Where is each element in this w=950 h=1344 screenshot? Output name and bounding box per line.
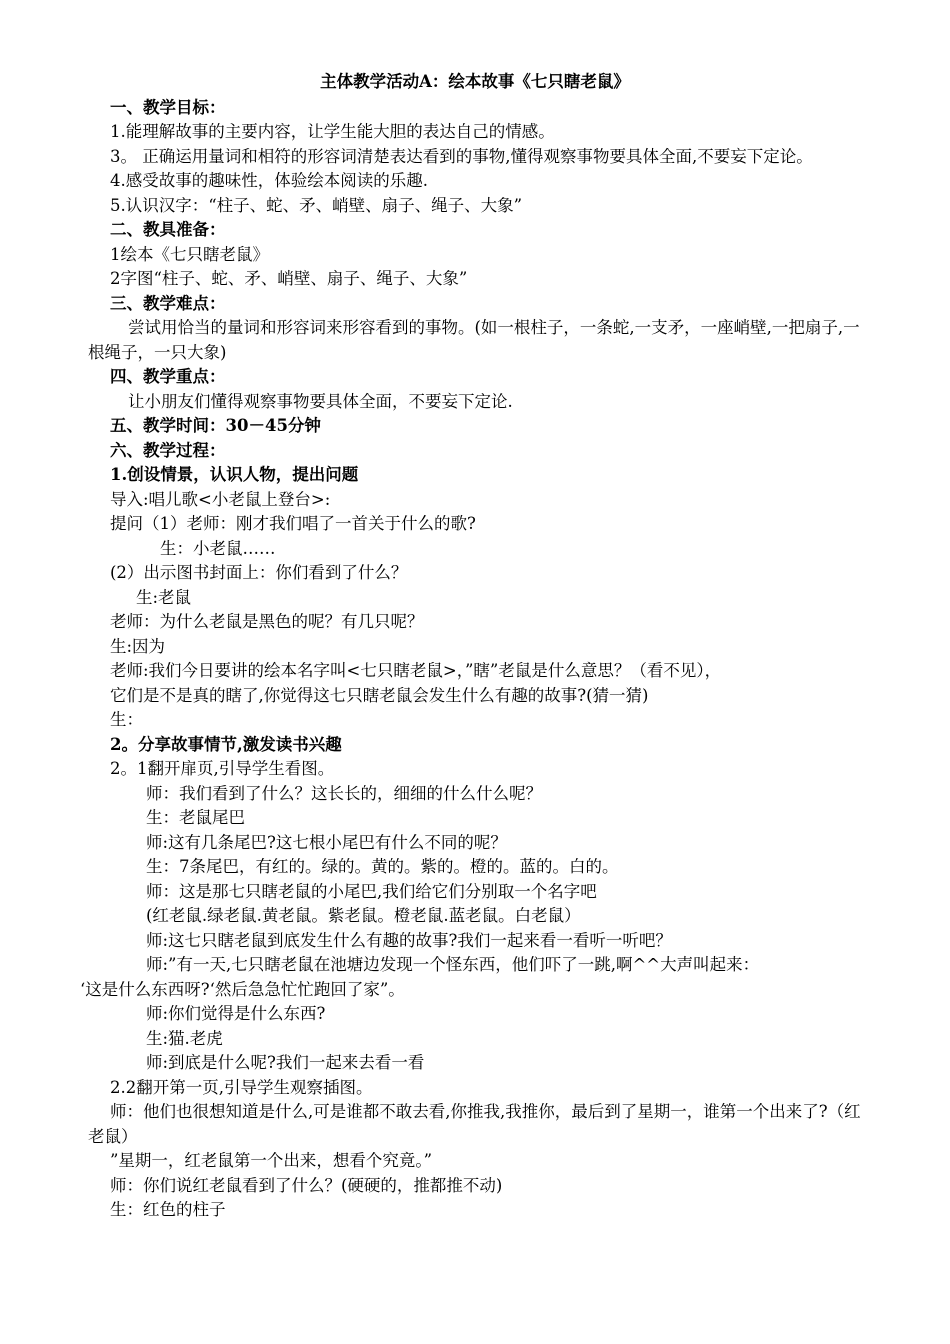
text-line: 1.能理解故事的主要内容，让学生能大胆的表达自己的情感。 [110,122,555,141]
text-line: 师:到底是什么呢?我们一起来去看一看 [146,1053,425,1072]
section-heading: 一、教学目标： [110,97,226,117]
text-line: ‘这是什么东西呀?‘然后急急忙忙跑回了家”。 [80,979,405,999]
text-line: 老师:我们今日要讲的绘本名字叫<七只瞎老鼠>，”瞎”老鼠是什么意思？（看不见）， [110,661,722,680]
text-line: 3。 正确运用量词和相符的形容词清楚表达看到的事物,懂得观察事物要具体全面,不要妄下定论。 [110,146,813,166]
section-heading: 六、教学过程： [110,440,226,460]
text-line: 生:老鼠 [136,587,192,607]
section-heading: 四、教学重点： [110,367,226,386]
text-line: 导入:唱儿歌<小老鼠上登台>: [110,489,331,509]
text-line: 生:因为 [110,636,166,656]
section-heading: 三、教学难点： [110,293,226,313]
section-heading: 1.创设情景，认识人物，提出问题 [110,465,359,484]
text-line: (红老鼠.绿老鼠.黄老鼠。紫老鼠。橙老鼠.蓝老鼠。白老鼠） [146,906,581,925]
text-line: 老师：为什么老鼠是黑色的呢？有几只呢？ [110,612,424,631]
text-line: 师：这是那七只瞎老鼠的小尾巴,我们给它们分别取一个名字吧 [146,881,597,901]
text-line: ”星期一，红老鼠第一个出来，想看个究竟。” [110,1151,433,1170]
text-line: 提问（1）老师：刚才我们唱了一首关于什么的歌? [110,514,476,533]
text-line: 4.感受故事的趣味性，体验绘本阅读的乐趣. [110,171,428,190]
text-line: 2字图“柱子、蛇、矛、峭壁、扇子、绳子、大象” [110,269,468,288]
text-line: 尝试用恰当的量词和形容词来形容看到的事物。(如一根柱子，一条蛇,一支矛，一座峭壁,一把扇子,一根绳子，一只大象) [88,318,860,362]
text-line: 生:猫.老虎 [146,1028,223,1048]
text-line: 师：他们也很想知道是什么,可是谁都不敢去看,你推我,我推你，最后到了星期一，谁第一个出来了?（红老鼠） [88,1102,861,1146]
text-line: 师:这有几条尾巴?这七根小尾巴有什么不同的呢？ [146,832,507,852]
text-line: 生：小老鼠…… [160,538,276,558]
text-line: 师:”有一天,七只瞎老鼠在池塘边发现一个怪东西，他们吓了一跳,啊^^大声叫起来： [146,955,760,974]
text-line: 让小朋友们懂得观察事物要具体全面，不要妄下定论. [128,391,513,411]
text-line: 生： [110,710,143,729]
text-line: 师:你们觉得是什么东西? [146,1004,326,1023]
text-line: 1绘本《七只瞎老鼠》 [110,244,269,264]
text-line: 生：老鼠尾巴 [146,808,245,827]
document-body [80,96,862,1223]
section-heading: 五、教学时间：30－45分钟 [110,416,321,435]
text-line: (2）出示图书封面上：你们看到了什么？ [110,563,408,582]
section-heading: 二、教具准备： [110,220,226,239]
text-line: 师：你们说红老鼠看到了什么？(硬硬的，推都推不动) [110,1175,503,1195]
text-line: 师:这七只瞎老鼠到底发生什么有趣的故事?我们一起来看一看听一听吧？ [146,930,672,950]
text-line: 5.认识汉字：“柱子、蛇、矛、峭壁、扇子、绳子、大象” [110,195,523,215]
text-line: 2.2翻开第一页,引导学生观察插图。 [110,1077,373,1097]
text-line: 生：7条尾巴，有红的。绿的。黄的。紫的。橙的。蓝的。白的。 [146,857,619,876]
text-line: 生：红色的柱子 [110,1200,226,1219]
text-line: 它们是不是真的瞎了,你觉得这七只瞎老鼠会发生什么有趣的故事?(猜一猜) [110,685,649,705]
text-line: 师：我们看到了什么？这长长的，细细的什么什么呢？ [146,783,542,803]
document-title: 主体教学活动A：绘本故事《七只瞎老鼠》 [320,72,630,91]
section-heading: 2。分享故事情节,激发读书兴趣 [110,734,342,754]
text-line: 2。1翻开扉页,引导学生看图。 [110,759,335,778]
